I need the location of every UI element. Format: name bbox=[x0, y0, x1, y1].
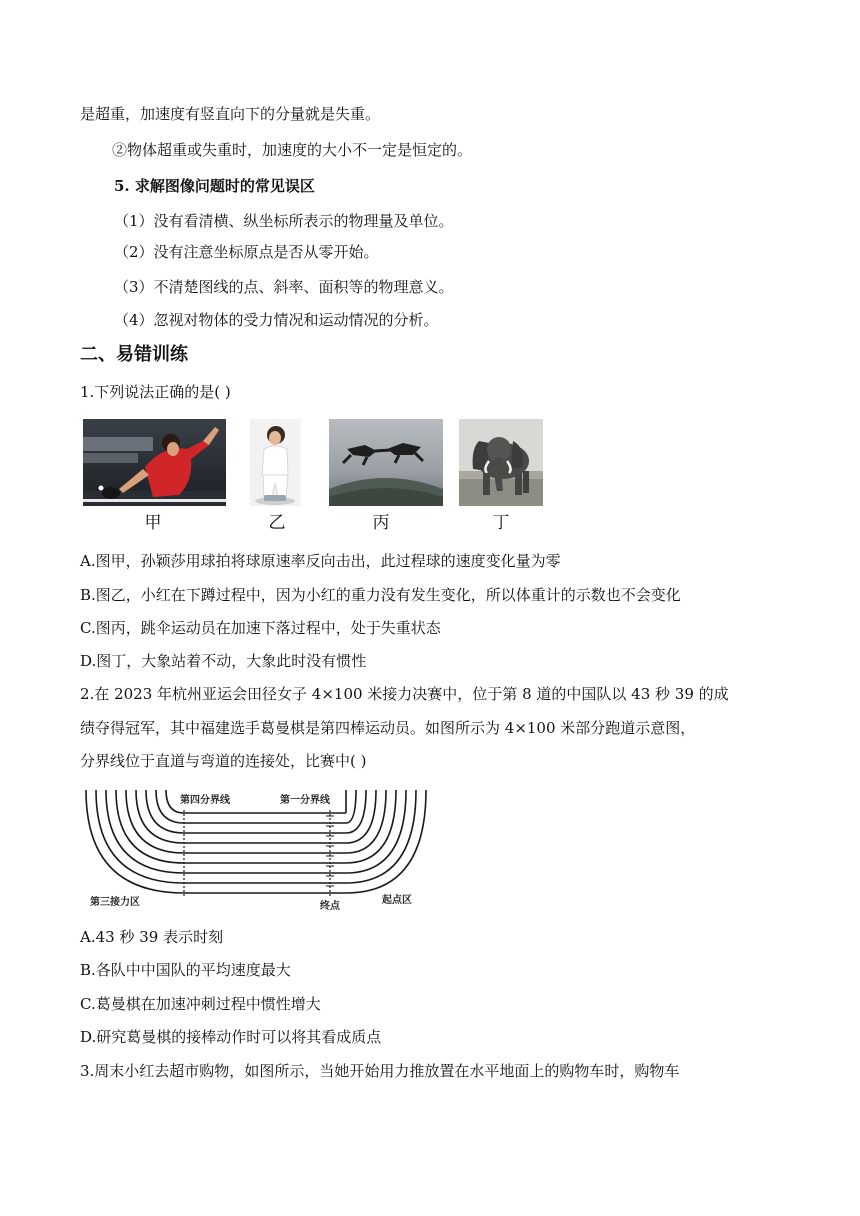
track-diagram bbox=[84, 790, 429, 912]
q2-option-d: D.研究葛曼棋的接棒动作时可以将其看成质点 bbox=[80, 1028, 382, 1046]
q1-option-c: C.图丙，跳伞运动员在加速下落过程中，处于失重状态 bbox=[80, 619, 441, 637]
section-heading-errors: 二、易错训练 bbox=[80, 344, 188, 365]
track-lanes bbox=[86, 790, 426, 893]
section5-item-1: （1）没有看清横、纵坐标所表示的物理量及单位。 bbox=[114, 212, 454, 230]
q2-option-a: A.43 秒 39 表示时刻 bbox=[80, 928, 224, 946]
q2-stem-line-2: 绩夺得冠军，其中福建选手葛曼棋是第四棒运动员。如图所示为 4×100 米部分跑道示意图， bbox=[80, 719, 696, 737]
intro-line-2: ②物体超重或失重时，加速度的大小不一定是恒定的。 bbox=[112, 141, 473, 159]
q3-stem: 3.周末小红去超市购物，如图所示，当她开始用力推放置在水平地面上的购物车时，购物车 bbox=[80, 1062, 680, 1080]
caption-ding: 丁 bbox=[492, 513, 510, 533]
label-third-zone: 第三接力区 bbox=[90, 897, 140, 908]
photo-skydivers bbox=[329, 419, 443, 506]
q2-option-c: C.葛曼棋在加速冲刺过程中惯性增大 bbox=[80, 995, 321, 1013]
label-fourth-line: 第四分界线 bbox=[180, 795, 230, 806]
label-start-zone: 起点区 bbox=[382, 895, 412, 906]
q2-stem-line-3: 分界线位于直道与弯道的连接处，比赛中( ) bbox=[80, 752, 367, 770]
section5-item-4: （4）忽视对物体的受力情况和运动情况的分析。 bbox=[114, 311, 439, 329]
caption-bing: 丙 bbox=[372, 513, 390, 533]
q2-option-b: B.各队中中国队的平均速度最大 bbox=[80, 961, 291, 979]
section5-item-3: （3）不清楚图线的点、斜率、面积等的物理意义。 bbox=[114, 278, 454, 296]
caption-jia: 甲 bbox=[144, 513, 162, 533]
label-first-line: 第一分界线 bbox=[280, 795, 330, 806]
caption-yi: 乙 bbox=[268, 513, 286, 533]
photo-elephant bbox=[459, 419, 543, 506]
intro-line-1: 是超重，加速度有竖直向下的分量就是失重。 bbox=[80, 105, 381, 123]
photo-table-tennis bbox=[83, 419, 226, 506]
q1-option-b: B.图乙，小红在下蹲过程中，因为小红的重力没有发生变化，所以体重计的示数也不会变化 bbox=[80, 586, 681, 604]
q1-option-a: A.图甲，孙颖莎用球拍将球原速率反向击出，此过程球的速度变化量为零 bbox=[80, 552, 561, 570]
q1-stem: 1.下列说法正确的是( ) bbox=[80, 383, 231, 401]
section5-item-2: （2）没有注意坐标原点是否从零开始。 bbox=[114, 243, 379, 261]
q2-stem-line-1: 2.在 2023 年杭州亚运会田径女子 4×100 米接力决赛中，位于第 8 道的中国队以 43 秒 39 的成 bbox=[80, 685, 729, 703]
section5-title: 5. 求解图像问题时的常见误区 bbox=[114, 177, 315, 195]
label-finish: 终点 bbox=[320, 901, 340, 912]
q1-option-d: D.图丁，大象站着不动，大象此时没有惯性 bbox=[80, 652, 367, 670]
photo-girl-scale bbox=[250, 419, 301, 506]
